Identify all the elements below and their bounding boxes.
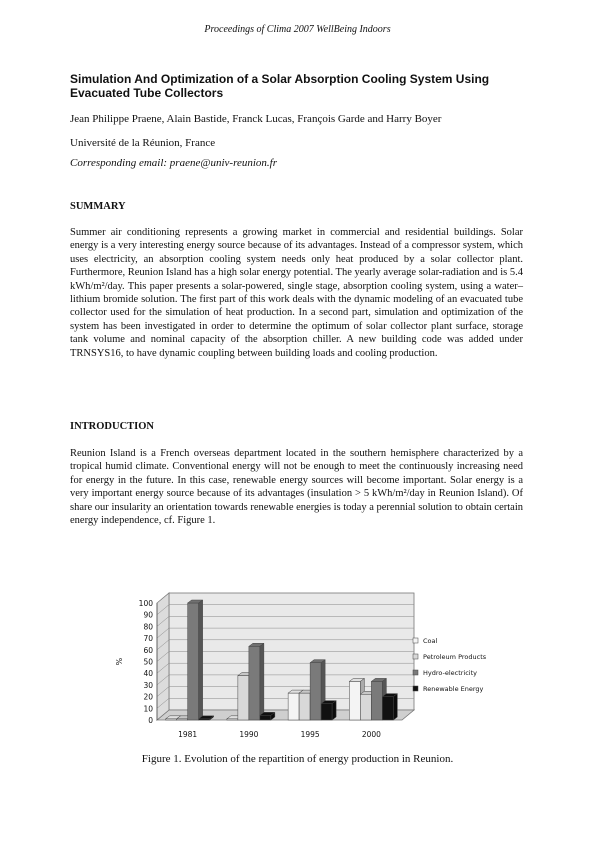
y-tick-label: 90 xyxy=(143,610,153,620)
bar xyxy=(360,694,371,720)
bar xyxy=(288,693,299,720)
corresponding-email: Corresponding email: praene@univ-reunion.fr xyxy=(70,157,277,169)
energy-production-chart xyxy=(105,590,505,745)
bar xyxy=(349,681,360,720)
legend-label: Petroleum Products xyxy=(423,653,487,661)
y-tick-label: 100 xyxy=(138,599,153,608)
x-tick-label: 1981 xyxy=(178,730,198,739)
bar xyxy=(299,693,310,720)
bar-side xyxy=(199,600,203,720)
y-tick-label: 30 xyxy=(143,680,153,690)
y-tick-label: 80 xyxy=(143,622,153,632)
running-header: Proceedings of Clima 2007 WellBeing Indoors xyxy=(204,24,391,35)
bar xyxy=(249,646,260,720)
y-tick-label: 70 xyxy=(143,634,153,644)
y-tick-label: 60 xyxy=(143,645,153,655)
bar xyxy=(188,603,199,720)
x-tick-label: 2000 xyxy=(361,730,381,739)
x-tick-label: 1990 xyxy=(239,730,259,739)
introduction-heading: INTRODUCTION xyxy=(70,421,155,432)
legend-label: Hydro-electricity xyxy=(423,669,478,677)
y-tick-label: 20 xyxy=(143,692,153,702)
bar xyxy=(310,663,321,720)
y-tick-label: 40 xyxy=(143,669,153,679)
legend-label: Renewable Energy xyxy=(423,685,484,693)
bar-side xyxy=(393,694,397,720)
affiliation: Université de la Réunion, France xyxy=(70,137,216,149)
x-tick-label: 1995 xyxy=(300,730,320,739)
y-tick-label: 0 xyxy=(148,716,153,725)
bar xyxy=(371,681,382,720)
legend-swatch xyxy=(413,670,418,675)
y-axis-label: % xyxy=(115,657,124,666)
legend-swatch xyxy=(413,638,418,643)
bar xyxy=(321,704,332,720)
figure-caption: Figure 1. Evolution of the repartition of energy production in Reunion. xyxy=(141,753,454,765)
legend-swatch xyxy=(413,654,418,659)
paper-title: Simulation And Optimization of a Solar Absorption Cooling System Using Evacuated Tube Collectors xyxy=(70,72,490,100)
bar xyxy=(382,697,393,720)
summary-heading: SUMMARY xyxy=(70,201,126,212)
summary-paragraph: Summer air conditioning represents a growing market in commercial and residential buildings. Solar energy is a very interesting energy source because of its advantages. Instead of a compressor system, which uses electricity, an absorption cooling system needs only heat produced by a solar collector plant. Furthermore, Reunion Island has a high solar energy potential. The yearly average solar-radiation and is 5.4 kWh/m²/day. This paper presents a solar-powered, single stage, absorption cooling system, using a water–lithium bromide solution. The first part of this work deals with the dynamic modeling of an evacuated tube collector used for the simulation of heat production. In a second part, simulation and optimization of the system has been investigated in order to determine the optimum of solar collector plant surface, storage tank volume and nominal capacity of the absorption chiller. A new building code was added under TRNSYS16, to have dynamic coupling between building loads and cooling production. xyxy=(70,227,523,359)
bar-side xyxy=(332,701,336,720)
bar-side xyxy=(260,643,264,720)
legend-swatch xyxy=(413,686,418,691)
introduction-paragraph: Reunion Island is a French overseas department located in the southern hemisphere characterized by a tropical humid climate. Conventional energy will not be enough to meet the continuously increasing need for energy in the future. In this case, renewable energy sources will become important. Solar energy is a very important energy source because of its advantages (insulation > 5 kWh/m²/day in Reunion Island). Of share our insularity an orientation towards renewable energies is today a perennial solution to obtain certain energy independence, cf. Figure 1. xyxy=(70,448,523,527)
legend-label: Coal xyxy=(423,637,438,645)
y-tick-label: 50 xyxy=(143,657,153,667)
bar xyxy=(238,676,249,720)
y-tick-label: 10 xyxy=(143,704,153,714)
bar xyxy=(260,715,271,720)
author-list: Jean Philippe Praene, Alain Bastide, Franck Lucas, François Garde and Harry Boyer xyxy=(70,113,442,125)
